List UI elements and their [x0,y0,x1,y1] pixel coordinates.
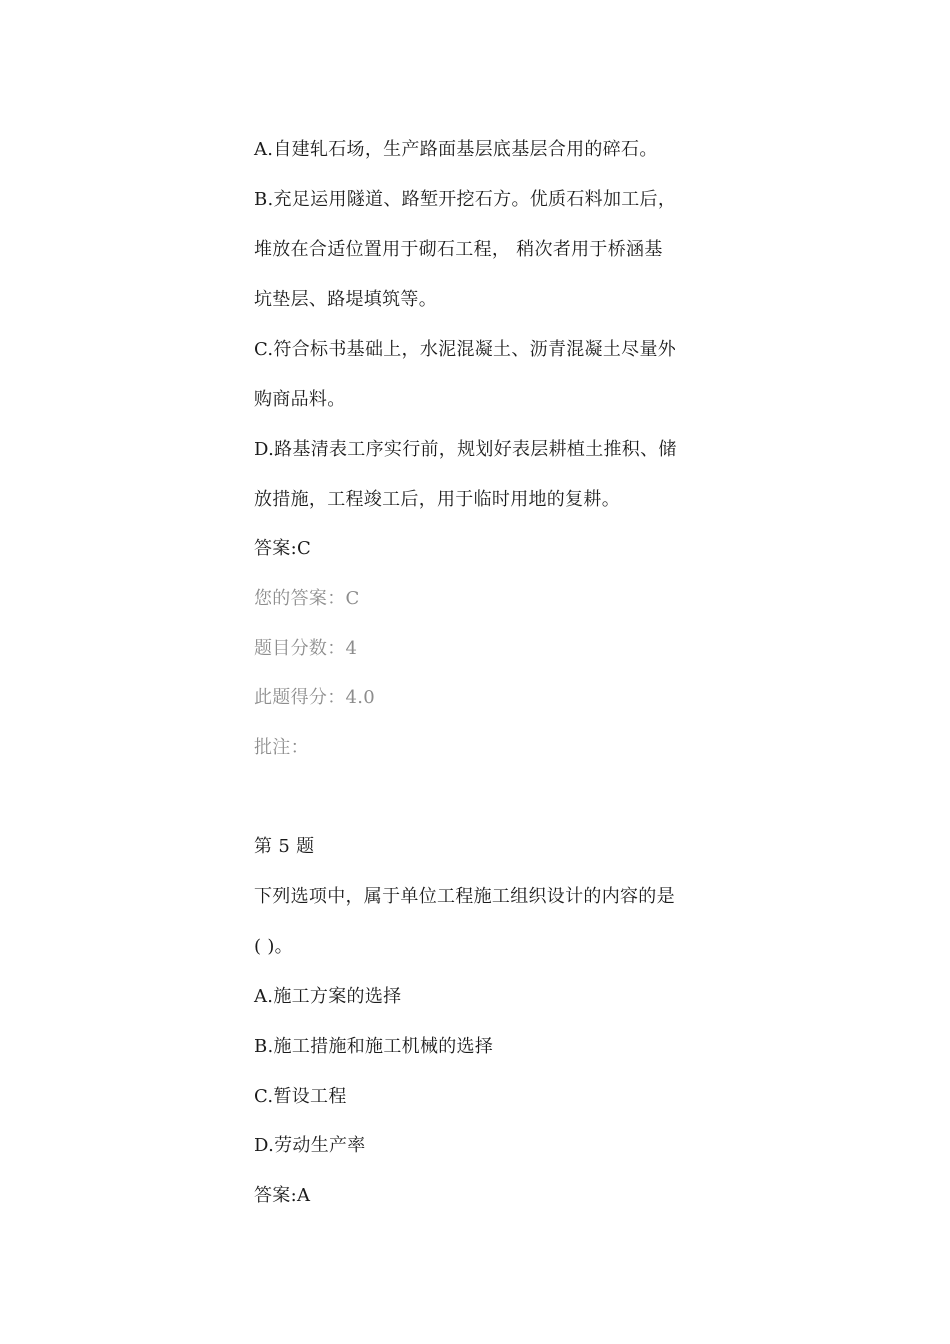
q4-question-score: 题目分数：4 [254,638,358,659]
q4-option-d-line-2: 放措施，工程竣工后，用于临时用地的复耕。 [254,489,620,510]
q5-answer: 答案:A [254,1185,311,1206]
q5-option-b: B.施工措施和施工机械的选择 [254,1036,494,1057]
q4-comment-label: 批注： [254,737,309,758]
q4-option-c-line-2: 购商品料。 [254,389,346,410]
q4-answer: 答案:C [254,538,312,559]
q5-stem-line-1: 下列选项中，属于单位工程施工组织设计的内容的是 [254,886,675,907]
q4-option-b-line-1: B.充足运用隧道、路堑开挖石方。优质石料加工后， [254,189,677,210]
q5-option-a: A.施工方案的选择 [254,986,402,1007]
q4-option-b-line-3: 坑垫层、路堤填筑等。 [254,289,437,310]
q5-stem-line-2: ( )。 [254,936,293,957]
q4-option-c-line-1: C.符合标书基础上，水泥混凝土、沥青混凝土尽量外 [254,339,677,360]
q4-option-d-line-1: D.路基清表工序实行前，规划好表层耕植土推积、储 [254,439,677,460]
q5-option-d: D.劳动生产率 [254,1135,366,1156]
q4-your-answer: 您的答案：C [254,588,360,609]
q4-option-b-line-2: 堆放在合适位置用于砌石工程， 稍次者用于桥涵基 [254,239,663,260]
q5-heading: 第 5 题 [254,836,315,857]
q4-option-a: A.自建轧石场，生产路面基层底基层合用的碎石。 [254,139,658,160]
q5-option-c: C.暂设工程 [254,1086,347,1107]
q4-earned-score: 此题得分：4.0 [254,687,376,708]
